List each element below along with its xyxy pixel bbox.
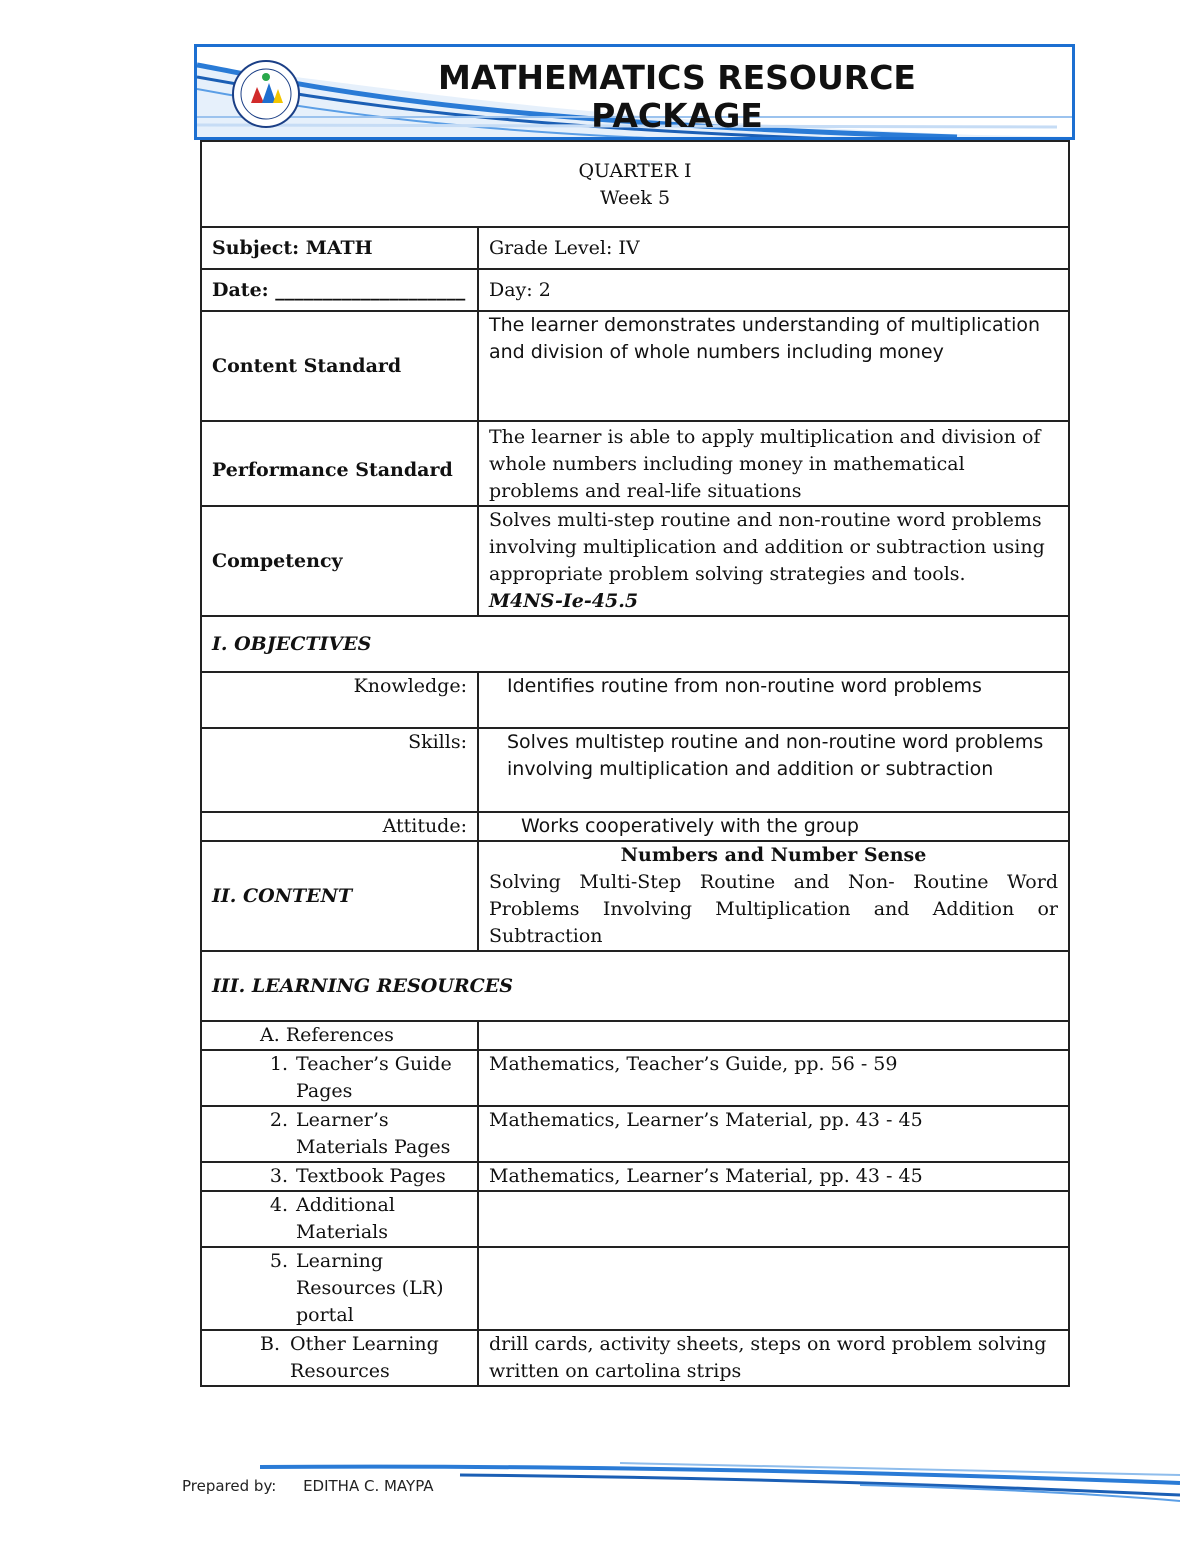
subject-value: MATH	[305, 236, 373, 259]
quarter-week: Week 5	[599, 187, 671, 209]
resource-value: Mathematics, Learner’s Material, pp. 43 - 45	[478, 1106, 1069, 1162]
date-blank: ____________________	[275, 278, 466, 301]
document-title	[367, 59, 987, 135]
prepared-by-label: Prepared by:	[182, 1477, 277, 1495]
prepared-by-name: EDITHA C. MAYPA	[303, 1477, 434, 1495]
other-resources-row	[201, 1330, 1069, 1386]
resource-row-5	[201, 1247, 1069, 1330]
objectives-heading-row	[201, 616, 1069, 672]
deped-seal-icon	[231, 59, 301, 129]
footer	[182, 1477, 456, 1495]
resources-heading: III. LEARNING RESOURCES	[201, 951, 1069, 1021]
resource-value: Mathematics, Learner’s Material, pp. 43 - 45	[478, 1162, 1069, 1191]
subject-label: Subject:	[212, 236, 300, 259]
resource-number: 2.	[269, 1109, 288, 1131]
competency-row	[201, 506, 1069, 616]
knowledge-label: Knowledge:	[201, 672, 478, 728]
day-value: Day: 2	[478, 269, 1069, 311]
content-row	[201, 841, 1069, 951]
other-resources-label: Other Learning Resources	[290, 1333, 439, 1382]
resource-label: Textbook Pages	[296, 1165, 446, 1187]
resource-row-3	[201, 1162, 1069, 1191]
attitude-text: Works cooperatively with the group	[478, 812, 1069, 841]
competency-text: Solves multi-step routine and non-routine word problems involving multiplication and addition or subtraction using appropriate problem solving strategies and tools.	[489, 509, 1045, 585]
content-topic: Numbers and Number Sense	[620, 844, 927, 866]
references-marker: A.	[260, 1024, 280, 1046]
resource-label: Learning Resources (LR) portal	[296, 1250, 444, 1326]
date-label: Date:	[212, 278, 269, 301]
content-text: Solving Multi-Step Routine and Non- Routine Word Problems Involving Multiplication and Addition or Subtraction	[489, 871, 1058, 947]
other-resources-marker: B.	[260, 1333, 281, 1355]
subject-row	[201, 227, 1069, 269]
attitude-label: Attitude:	[201, 812, 478, 841]
performance-standard-row	[201, 421, 1069, 506]
skills-text: Solves multistep routine and non-routine word problems involving multiplication and addition or subtraction	[478, 728, 1069, 812]
resource-number: 3.	[269, 1165, 288, 1187]
resource-number: 5.	[269, 1250, 288, 1272]
resource-label: Learner’s Materials Pages	[296, 1109, 451, 1158]
content-label: II. CONTENT	[201, 841, 478, 951]
resource-label: Additional Materials	[296, 1194, 395, 1243]
objectives-heading: I. OBJECTIVES	[201, 616, 1069, 672]
performance-standard-text: The learner is able to apply multiplication and division of whole numbers including money in mathematical problems and real-life situations	[478, 421, 1069, 506]
resource-row-4	[201, 1191, 1069, 1247]
resource-row-1	[201, 1050, 1069, 1106]
competency-code: M4NS-Ie-45.5	[489, 590, 639, 612]
knowledge-text: Identifies routine from non-routine word problems	[478, 672, 1069, 728]
performance-standard-label: Performance Standard	[201, 421, 478, 506]
content-standard-row	[201, 311, 1069, 421]
content-standard-label: Content Standard	[201, 311, 478, 421]
resource-value	[478, 1247, 1069, 1330]
competency-label: Competency	[201, 506, 478, 616]
content-standard-text: The learner demonstrates understanding of multiplication and division of whole numbers including money	[478, 311, 1069, 421]
lesson-plan-table	[200, 140, 1070, 1387]
resource-value: Mathematics, Teacher’s Guide, pp. 56 - 59	[478, 1050, 1069, 1106]
knowledge-row	[201, 672, 1069, 728]
other-resources-value: drill cards, activity sheets, steps on word problem solving written on cartolina strips	[478, 1330, 1069, 1386]
resource-label: Teacher’s Guide Pages	[296, 1053, 452, 1102]
resource-number: 1.	[269, 1053, 288, 1075]
header-banner	[194, 44, 1075, 140]
resource-value	[478, 1191, 1069, 1247]
references-label: References	[285, 1024, 394, 1046]
quarter-row	[201, 141, 1069, 227]
grade-level: Grade Level: IV	[478, 227, 1069, 269]
quarter-title: QUARTER I	[578, 160, 692, 182]
date-row	[201, 269, 1069, 311]
references-row	[201, 1021, 1069, 1050]
title-line-2: PACKAGE	[591, 96, 763, 135]
attitude-row	[201, 812, 1069, 841]
references-value	[478, 1021, 1069, 1050]
title-line-1: MATHEMATICS RESOURCE	[438, 58, 916, 97]
skills-label: Skills:	[201, 728, 478, 812]
resources-heading-row	[201, 951, 1069, 1021]
resource-number: 4.	[269, 1194, 288, 1216]
skills-row	[201, 728, 1069, 812]
resource-row-2	[201, 1106, 1069, 1162]
